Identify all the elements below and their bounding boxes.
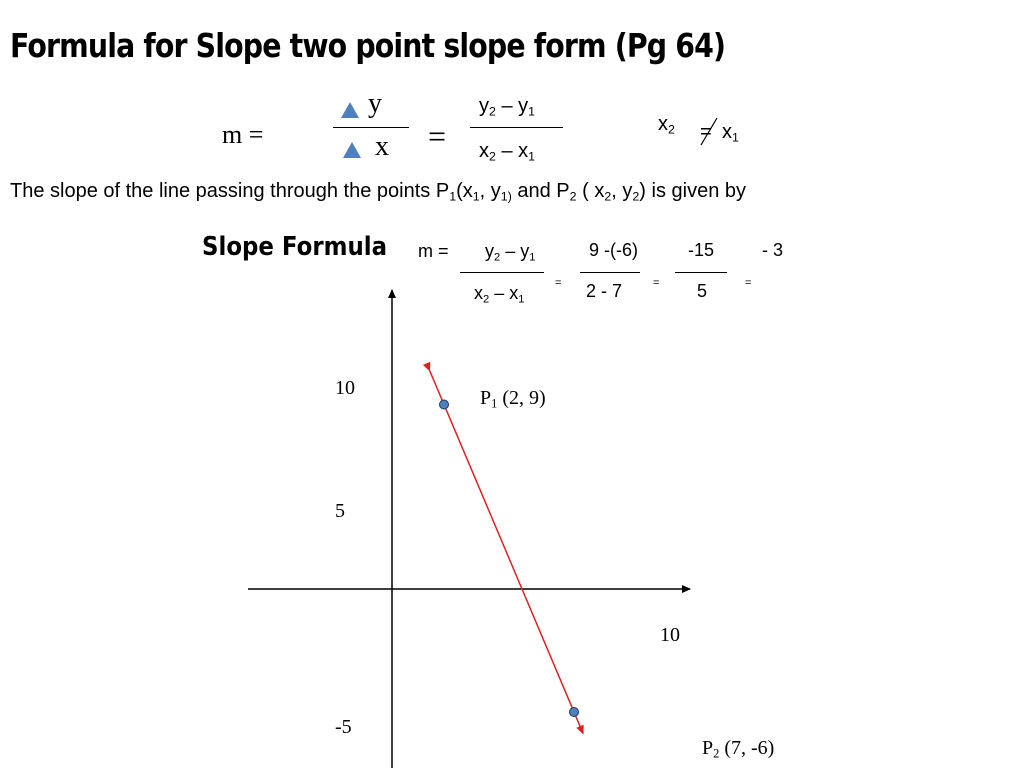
condition-right: $x_1$ bbox=[722, 121, 739, 145]
slope-denominator-3: 5 bbox=[697, 281, 708, 301]
point-p2-label: $P_2$ (7, -6) bbox=[702, 737, 775, 761]
fraction-numerator: $y_2 - y_1$ bbox=[479, 95, 536, 119]
m-equals-label: m = bbox=[222, 120, 264, 149]
condition-left: $x_2$ bbox=[658, 113, 675, 137]
y-tick-label-5: 5 bbox=[335, 500, 345, 522]
equals-sign: = bbox=[428, 118, 447, 154]
point-p2 bbox=[570, 708, 579, 717]
slope-numerator-3: -15 bbox=[688, 240, 715, 260]
y-tick-label-10: 10 bbox=[335, 377, 355, 399]
point-p1-label: $P_1$ (2, 9) bbox=[480, 387, 546, 411]
slope-numerator-2: 9 -(-6) bbox=[589, 240, 638, 260]
point-p1 bbox=[440, 400, 449, 409]
not-equal-slash bbox=[701, 118, 717, 145]
slope-result: - 3 bbox=[762, 240, 784, 260]
slope-m-label: m = bbox=[418, 241, 449, 261]
y-tick-label-neg5: -5 bbox=[335, 716, 352, 738]
slope-formula-heading: Slope Formula bbox=[202, 232, 388, 262]
slope-equals-3: = bbox=[745, 277, 752, 289]
slope-equals-1: = bbox=[555, 277, 562, 289]
x-tick-label-10: 10 bbox=[660, 624, 680, 646]
equals-symbol: = bbox=[700, 121, 712, 143]
slope-numerator-1: $y_2 - y_1$ bbox=[485, 241, 536, 264]
slope-equals-2: = bbox=[653, 277, 660, 289]
delta-x-symbol: x bbox=[375, 131, 389, 162]
line-through-points bbox=[430, 371, 583, 734]
slope-denominator-1: $x_2 - x_1$ bbox=[474, 283, 525, 306]
delta-y-symbol: y bbox=[368, 88, 382, 119]
description-text: The slope of the line passing through the points $P_1(x_1$, $y_{1)}$ and $P_2$ ( $x_2$, $y_2$) is given by bbox=[10, 180, 746, 204]
page-title: Formula for Slope two point slope form (Pg 64) bbox=[10, 26, 726, 65]
slope-denominator-2: 2 - 7 bbox=[586, 281, 623, 301]
fraction-denominator: $x_2 - x_1$ bbox=[479, 140, 536, 164]
